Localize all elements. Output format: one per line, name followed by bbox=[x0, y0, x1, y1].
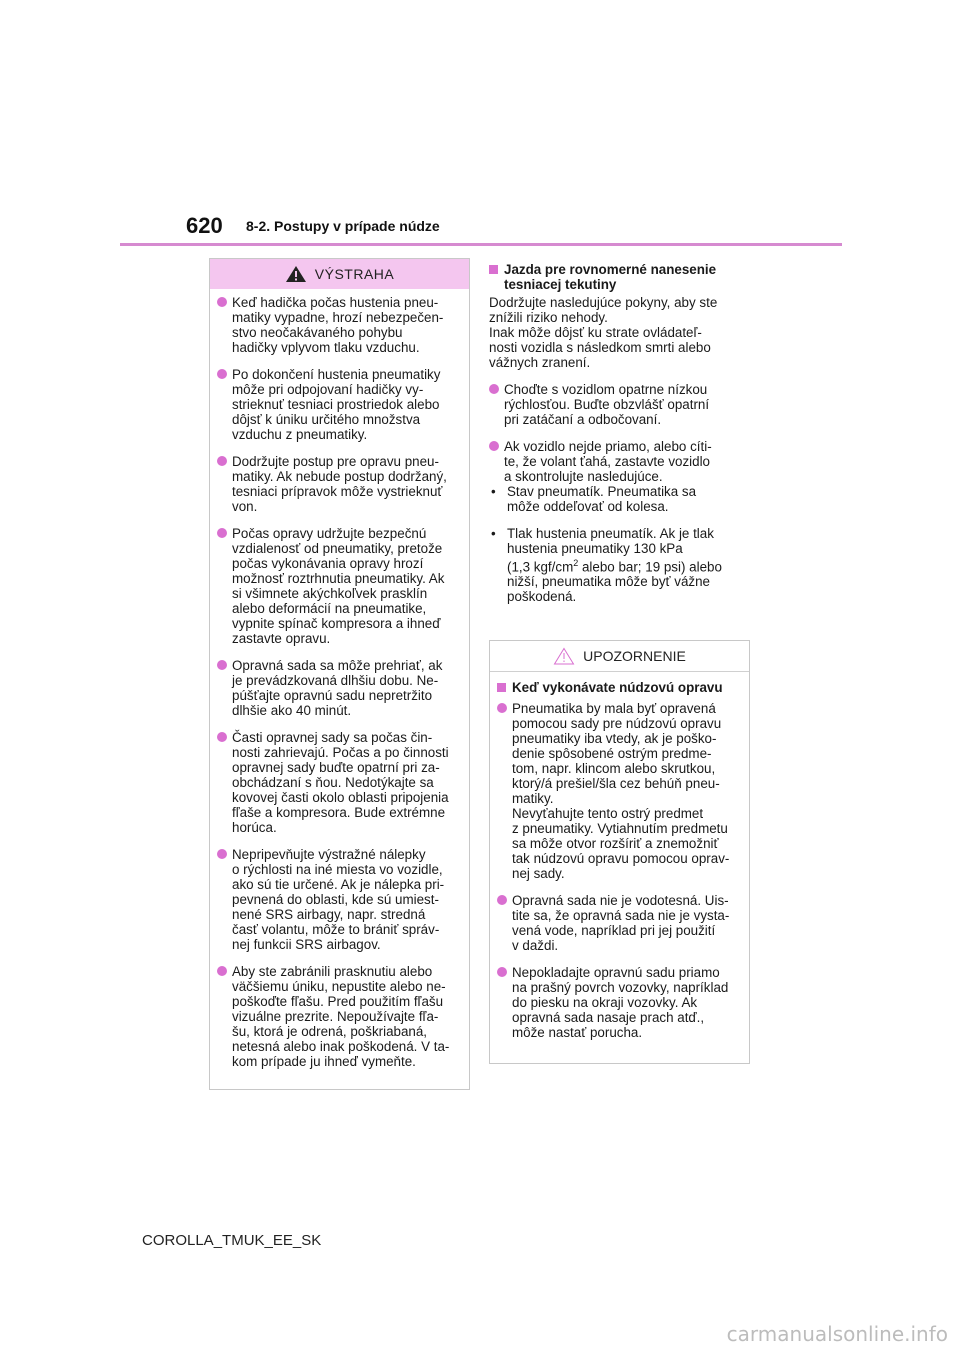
bullet-dot bbox=[217, 849, 227, 859]
bullet-dot bbox=[217, 966, 227, 976]
bullet-dot bbox=[497, 967, 507, 977]
list-item bbox=[489, 382, 751, 427]
driving-intro: Dodržujte nasledujúce pokyny, aby ste znížili riziko nehody. Inak môže dôjsť ku strate ovládateľ- nosti vozidla s následkom smrti alebo vážnych zranení. bbox=[489, 295, 718, 370]
list-item bbox=[217, 730, 461, 835]
list-item-text: Nepokladajte opravnú sadu priamo na prašný povrch vozovky, napríklad do piesku na okraji vozovky. Ak opravná sada nasaje prach atď., môže nastať porucha. bbox=[512, 965, 729, 1040]
caution-header bbox=[490, 641, 749, 672]
sub-item-text-b: alebo bar; 19 psi) alebo nižší, pneumatika môže byť vážne poškodená. bbox=[507, 559, 722, 605]
sub-item-text bbox=[507, 526, 751, 604]
bullet-dot bbox=[217, 369, 227, 379]
caution-heading: Keď vykonávate núdzovú opravu bbox=[512, 680, 723, 695]
bullet-dot bbox=[217, 456, 227, 466]
bullet-dot bbox=[217, 528, 227, 538]
warning-triangle-icon bbox=[285, 265, 307, 283]
bullet-dot bbox=[489, 441, 499, 451]
list-item-text: Počas opravy udržujte bezpečnú vzdialenosť od pneumatiky, pretože počas vykonávania opravy hrozí možnosť roztrhnutia pneumatiky. Ak si všimnete akýchkoľvek prasklín alebo deformácií na pneumatike, vypnite spínač kompresora a ihneď zastavte opravu. bbox=[232, 526, 445, 646]
watermark: carmanualsonline.info bbox=[726, 1322, 948, 1346]
list-item bbox=[217, 964, 461, 1069]
sub-item-text: Stav pneumatík. Pneumatika sa môže oddeľovať od kolesa. bbox=[507, 484, 697, 514]
list-item-text: Ak vozidlo nejde priamo, alebo cíti- te, že volant ťahá, zastavte vozidlo a skontrolujte nasledujúce. bbox=[504, 439, 712, 484]
list-item-text: Nepripevňujte výstražné nálepky o rýchlosti na iné miesta vo vozidle, ako sú tie určené. Ak je nálepka pri- pevnená do oblasti, kde sú umiest- nené SRS airbagy, napr. stredná časť volantu, môže to brániť správ- nej funkcii SRS airbagov. bbox=[232, 847, 445, 952]
warning-content bbox=[210, 289, 469, 1069]
sub-item bbox=[489, 526, 751, 604]
bullet-dot bbox=[217, 660, 227, 670]
bullet-dot bbox=[217, 297, 227, 307]
warning-header bbox=[210, 259, 469, 289]
list-item bbox=[489, 439, 751, 484]
list-item bbox=[217, 367, 461, 442]
list-item bbox=[217, 847, 461, 952]
sub-bullet: • bbox=[491, 484, 496, 499]
section-heading bbox=[497, 680, 741, 695]
header-rule bbox=[120, 243, 842, 246]
superscript: 2 bbox=[573, 558, 579, 568]
bullet-dot bbox=[217, 732, 227, 742]
caution-box bbox=[489, 640, 750, 1064]
caution-triangle-icon bbox=[553, 647, 575, 665]
bullet-square bbox=[497, 683, 506, 692]
list-item bbox=[217, 526, 461, 646]
page-number: 620 bbox=[186, 213, 223, 238]
driving-heading: Jazda pre rovnomerné nanesenie tesniacej tekutiny bbox=[504, 262, 717, 292]
list-item-text: Opravná sada nie je vodotesná. Uis- tite sa, že opravná sada nie je vysta- vená vode, napríklad pri jej použití v daždi. bbox=[512, 893, 730, 953]
warning-box bbox=[209, 258, 470, 1090]
list-item-text: Pneumatika by mala byť opravená pomocou sady pre núdzovú opravu pneumatiky iba vtedy, ak je poško- denie spôsobené ostrým predme- tom, napr. klincom alebo skrutkou, ktorý/á prešiel/šla cez behúň pneu- matiky. Nevyťahujte tento ostrý predmet z pneumatiky. Vytiahnutím predmetu sa môže otvor rozšíriť a znemožniť tak núdzovú opravu pomocou oprav- nej sady. bbox=[512, 701, 730, 881]
section-title: 8-2. Postupy v prípade núdze bbox=[246, 218, 440, 234]
list-item bbox=[497, 701, 741, 881]
bullet-dot bbox=[489, 384, 499, 394]
list-item-text: Aby ste zabránili prasknutiu alebo väčšiemu úniku, nepustite alebo ne- poškoďte fľašu. Pred použitím fľašu vizuálne prezrite. Nepoužívajte fľa- šu, ktorá je odrená, poškriabaná, netesná alebo inak poškodená. V ta- kom prípade ju ihneď vymeňte. bbox=[232, 964, 450, 1069]
list-item bbox=[217, 454, 461, 514]
caution-content bbox=[490, 672, 749, 1040]
list-item bbox=[497, 893, 741, 953]
list-item bbox=[497, 965, 741, 1040]
driving-section bbox=[489, 262, 751, 616]
sub-bullet: • bbox=[491, 526, 496, 541]
caution-title: UPOZORNENIE bbox=[583, 648, 686, 664]
sub-item bbox=[489, 484, 751, 514]
warning-title: VÝSTRAHA bbox=[314, 266, 395, 282]
list-item bbox=[217, 295, 461, 355]
bullet-dot bbox=[497, 895, 507, 905]
sub-item-text-a: Tlak hustenia pneumatík. Ak je tlak hustenia pneumatiky 130 kPa (1,3 kgf/cm bbox=[507, 526, 714, 575]
list-item-text: Opravná sada sa môže prehriať, ak je prevádzkovaná dlhšiu dobu. Ne- púšťajte opravnú sadu nepretržito dlhšie ako 40 minút. bbox=[232, 658, 443, 718]
list-item-text: Choďte s vozidlom opatrne nízkou rýchlosťou. Buďte obzvlášť opatrní pri zatáčaní a odbočovaní. bbox=[504, 382, 710, 427]
list-item bbox=[217, 658, 461, 718]
list-item-text: Časti opravnej sady sa počas čin- nosti zahrievajú. Počas a po činnosti opravnej sady buďte opatrní pri za- obchádzaní s ňou. Nedotýkajte sa kovovej časti okolo oblasti pripojenia fľaše a kompresora. Bude extrémne horúca. bbox=[232, 730, 449, 835]
list-item-text: Dodržujte postup pre opravu pneu- matiky. Ak nebude postup dodržaný, tesniaci prípravok môže vystrieknuť von. bbox=[232, 454, 447, 514]
section-heading bbox=[489, 262, 751, 292]
bullet-square bbox=[489, 265, 498, 274]
list-item-text: Keď hadička počas hustenia pneu- matiky vypadne, hrozí nebezpečen- stvo neočakávaného pohybu hadičky vplyvom tlaku vzduchu. bbox=[232, 295, 444, 355]
doc-code: COROLLA_TMUK_EE_SK bbox=[142, 1232, 322, 1249]
list-item-text: Po dokončení hustenia pneumatiky môže pri odpojovaní hadičky vy- strieknuť tesniaci prostriedok alebo dôjsť k úniku určitého množstva vzduchu z pneumatiky. bbox=[232, 367, 441, 442]
bullet-dot bbox=[497, 703, 507, 713]
